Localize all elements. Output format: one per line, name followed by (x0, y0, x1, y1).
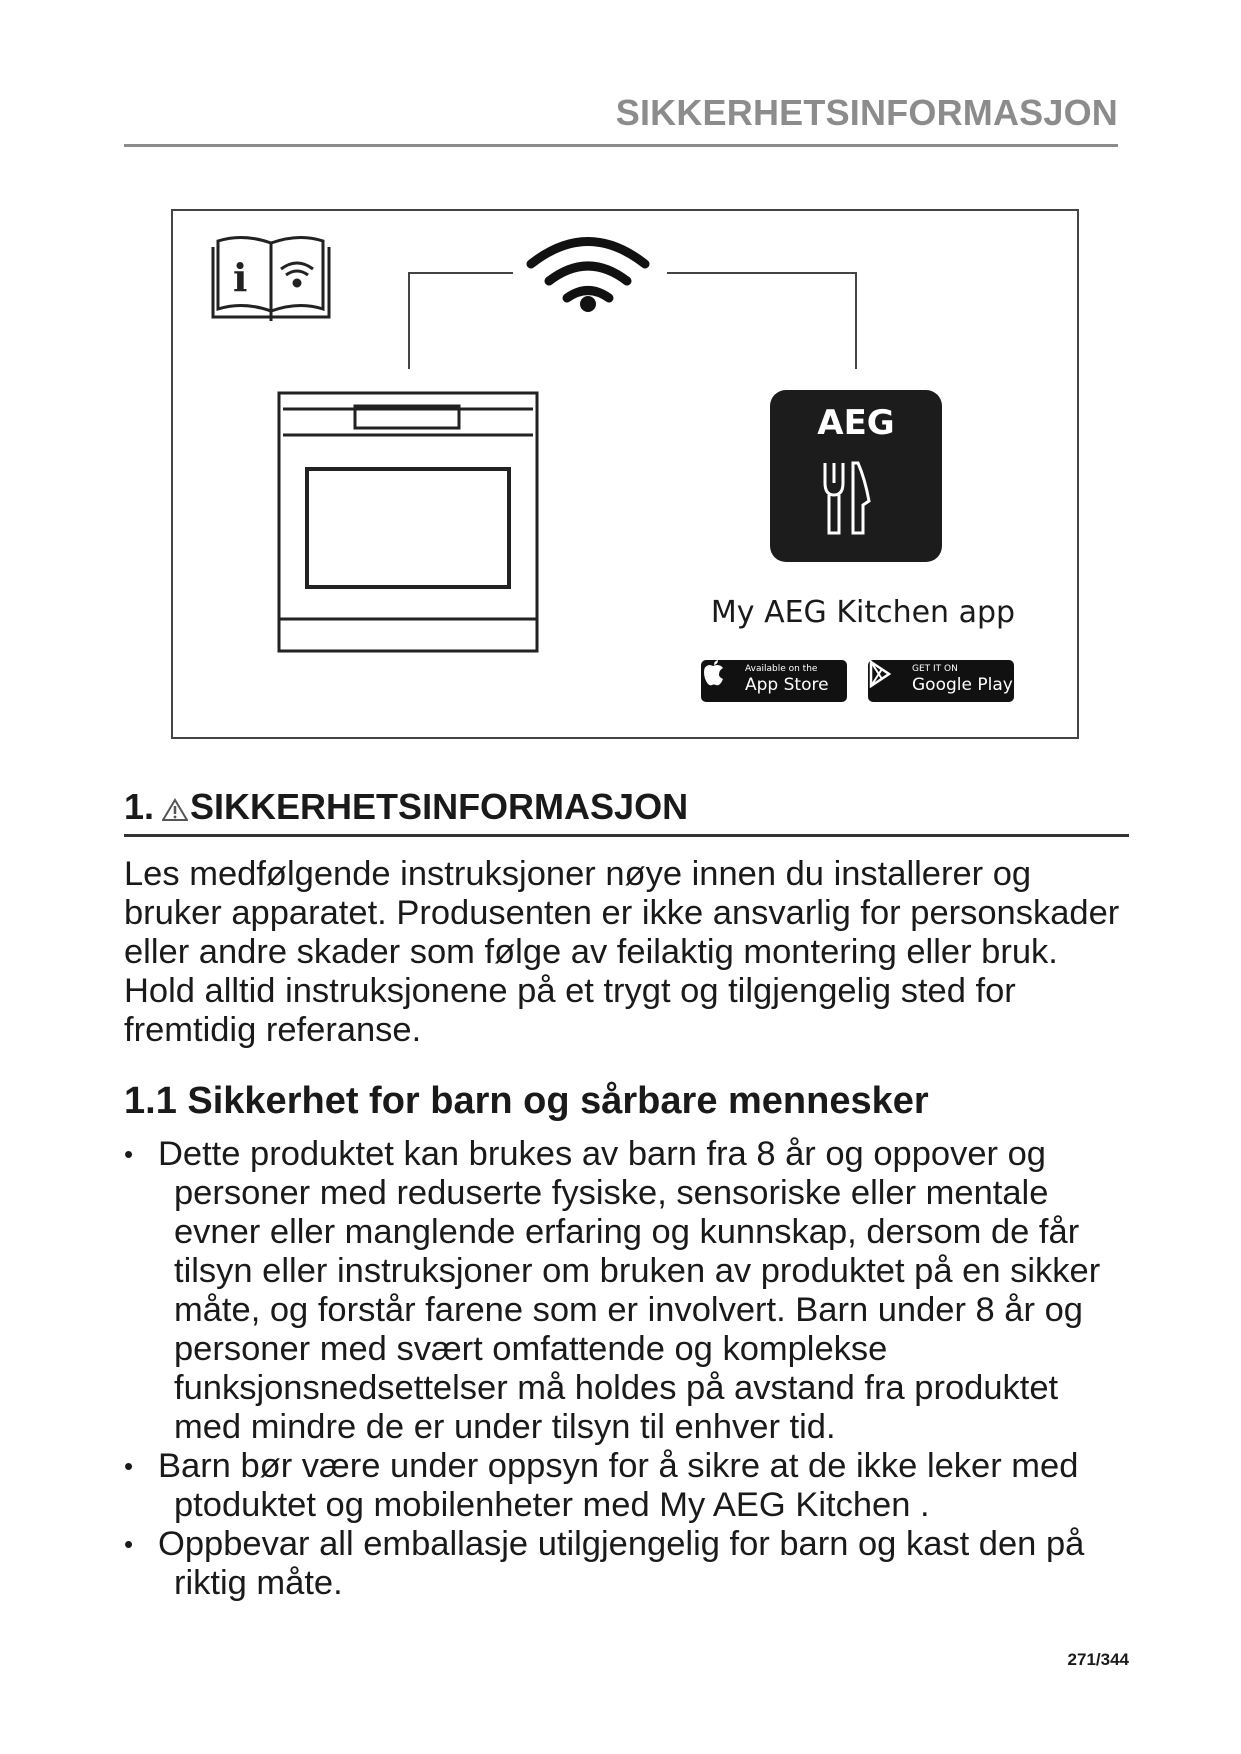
google-play-badge-label: Google Play (912, 675, 1013, 695)
list-item (124, 1525, 1129, 1603)
google-play-icon (868, 660, 892, 688)
list-item (124, 1447, 1129, 1525)
section-heading-text (124, 786, 688, 828)
intro-paragraph: Les medfølgende instruksjoner nøye innen du installerer og bruker apparatet. Produsenten er ikke ansvarlig for personskader eller andre skader som følge av feilaktig montering eller bruk. Hold alltid instruksjonene på et trygt og tilgjengelig sted for fremtidig referanse. (124, 855, 1120, 1049)
bullet-text: • Barn bør være under oppsyn for å sikre at de ikke leker med ptoduktet og mobilenheter med My AEG Kitchen . (158, 1447, 1079, 1524)
app-store-badge-small: Available on the (745, 664, 818, 674)
info-icon: i (233, 255, 248, 300)
google-play-badge-small: GET IT ON (912, 664, 958, 674)
section-title: SIKKERHETSINFORMASJON (190, 786, 689, 827)
connection-lines (409, 273, 856, 369)
manual-book-icon (213, 237, 329, 321)
book-wifi-icon (281, 263, 313, 286)
running-header (124, 88, 1118, 147)
app-store-badge-label: App Store (745, 675, 829, 695)
bullet-text: • Dette produktet kan brukes av barn fra 8 år og oppover og personer med reduserte fysiske, sensoriske eller mentale evner eller manglende erfaring og kunnskap, dersom de får tilsyn eller instruksjoner om bruken av produktet på en sikker måte, og forstår farene som er involvert. Barn under 8 år og personer med svært omfattende og komplekse funksjonsnedsettelser må holdes på avstand fra produktet med mindre de er under tilsyn til enhver tid. (158, 1135, 1101, 1446)
section-heading (124, 786, 1129, 837)
aeg-logo-text: AEG (817, 403, 895, 443)
connectivity-illustration (171, 209, 1079, 739)
running-header-title: SIKKERHETSINFORMASJON (615, 92, 1118, 133)
app-name-label: My AEG Kitchen app (710, 595, 1016, 630)
app-store-badge[interactable] (701, 660, 847, 702)
apple-icon (701, 660, 727, 688)
subsection-title: 1.1 Sikkerhet for barn og sårbare mennesker (124, 1080, 929, 1122)
oven-icon (279, 393, 537, 651)
warning-icon (162, 798, 188, 822)
list-item (124, 1135, 1129, 1447)
page-number: 271/344 (1067, 1650, 1129, 1669)
wifi-icon (531, 242, 645, 299)
wifi-dot (580, 296, 596, 312)
google-play-badge[interactable] (868, 660, 1014, 702)
section-number: 1. (124, 786, 155, 827)
bullet-text: • Oppbevar all emballasje utilgjengelig for barn og kast den på riktig måte. (158, 1525, 1085, 1602)
bullet-list (124, 1135, 1129, 1603)
